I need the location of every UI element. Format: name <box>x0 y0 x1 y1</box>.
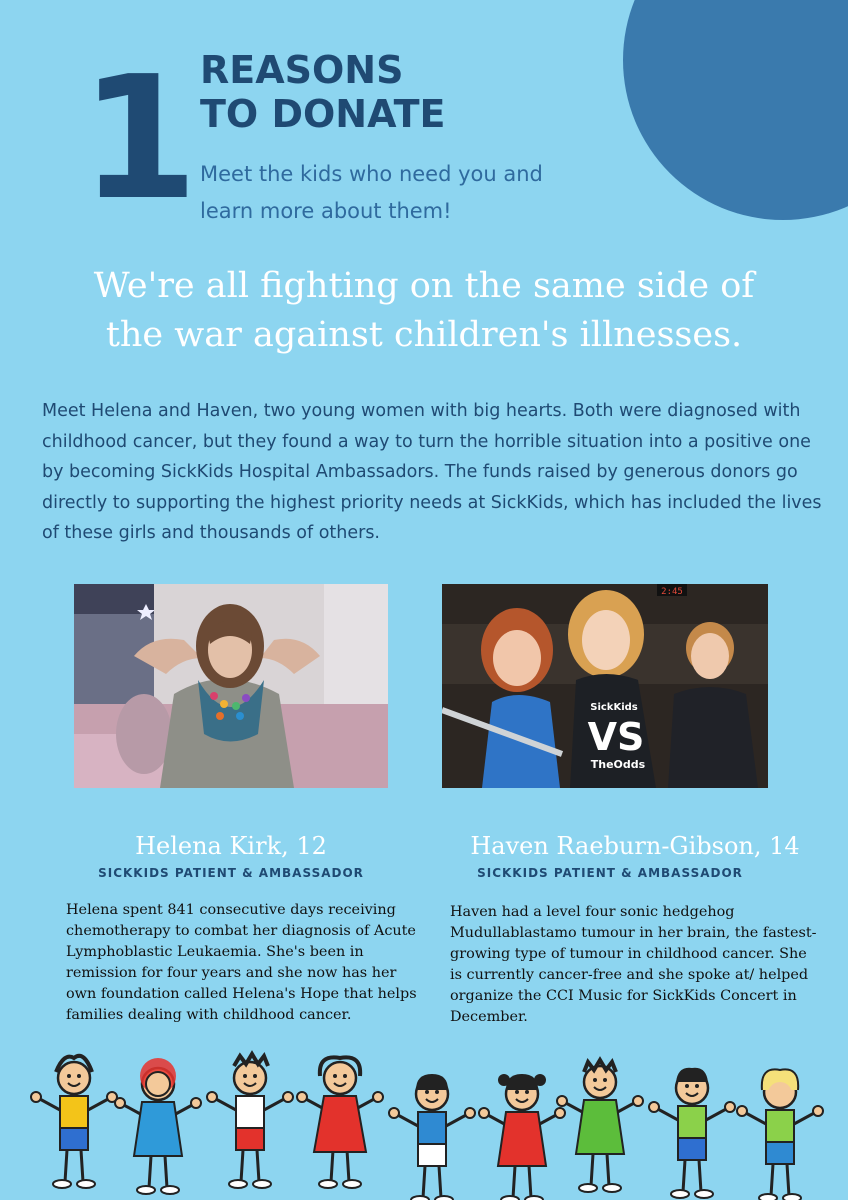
helena-photo-illustration <box>74 584 388 788</box>
tagline-line-2: the war against children's illnesses. <box>105 315 743 355</box>
title-line-2: TO DONATE <box>200 92 446 136</box>
title-line-1: REASONS <box>200 48 404 92</box>
subtitle <box>200 156 620 230</box>
subtitle-line-1: Meet the kids who need you and <box>200 162 543 186</box>
kid-figure-8 <box>649 1068 735 1198</box>
haven-bio: Haven had a level four sonic hedgehog Mudullablastamo tumour in her brain, the fastest-growing type of tumour in childhood cancer. She is currently cancer-free and she spoke at/ helped organize the CCI Music for SickKids Concert in December. <box>450 904 817 1025</box>
decorative-circle <box>623 0 848 220</box>
kid-figure-3 <box>207 1054 293 1188</box>
haven-name: Haven Raeburn-Gibson, 14 <box>470 832 800 860</box>
kid-figure-1 <box>31 1056 117 1188</box>
kid-figure-7 <box>557 1060 643 1192</box>
kids-illustration <box>0 1048 848 1200</box>
kid-figure-6 <box>479 1074 565 1200</box>
page-title <box>200 48 445 136</box>
helena-bio: Helena spent 841 consecutive days receiving chemotherapy to combat her diagnosis of Acute Lymphoblastic Leukaemia. She's been in remission for four years and she now has her own foundation called Helena's Hope that helps families dealing with childhood cancer. <box>66 902 417 1023</box>
kid-figure-5 <box>389 1074 475 1200</box>
haven-photo <box>442 584 768 788</box>
intro-paragraph: Meet Helena and Haven, two young women with big hearts. Both were diagnosed with childhood cancer, but they found a way to turn the horrible situation into a positive one by becoming SickKids Hospital Ambassadors. The funds raised by generous donors go directly to supporting the highest priority needs at SickKids, which has included the lives of these girls and thousands of others. <box>42 401 822 543</box>
kid-figure-9 <box>737 1069 823 1200</box>
tagline-line-1: We're all fighting on the same side of <box>93 266 755 306</box>
kid-figure-2 <box>115 1058 201 1194</box>
shirt-brand: SickKids <box>590 702 638 713</box>
kid-figure-4 <box>297 1057 383 1188</box>
shirt-slogan: TheOdds <box>590 758 646 771</box>
subtitle-line-2: learn more about them! <box>200 199 452 223</box>
haven-photo-illustration <box>442 584 768 788</box>
helena-role: SICKKIDS PATIENT & AMBASSADOR <box>98 866 364 880</box>
haven-role: SICKKIDS PATIENT & AMBASSADOR <box>477 866 743 880</box>
clock-display: 2:45 <box>661 587 683 597</box>
big-number: 1 <box>80 40 195 238</box>
tagline <box>24 262 824 360</box>
helena-name: Helena Kirk, 12 <box>135 832 327 860</box>
shirt-vs: VS <box>587 715 645 759</box>
helena-photo <box>74 584 388 788</box>
